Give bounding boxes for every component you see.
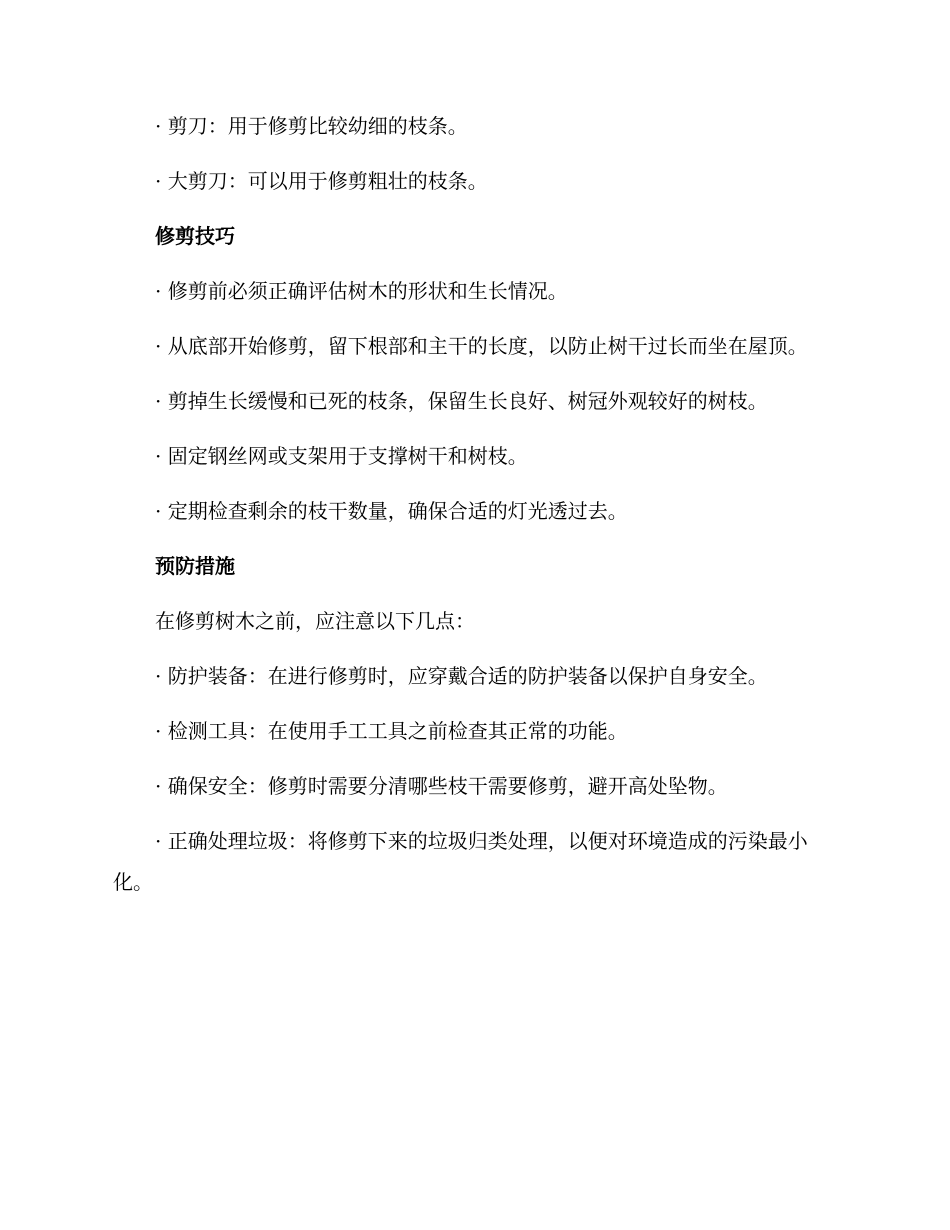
prevention-item: · 正确处理垃圾：将修剪下来的垃圾归类处理，以便对环境造成的污染最小化。 xyxy=(113,829,808,894)
technique-item: · 从底部开始修剪，留下根部和主干的长度，以防止树干过长而坐在屋顶。 xyxy=(155,334,808,358)
technique-item: · 修剪前必须正确评估树木的形状和生长情况。 xyxy=(155,279,568,303)
technique-item: · 定期检查剩余的枝干数量，确保合适的灯光透过去。 xyxy=(155,499,628,523)
tool-item-scissors: · 剪刀：用于修剪比较幼细的枝条。 xyxy=(155,114,468,138)
section-heading-prevention: 预防措施 xyxy=(155,554,235,578)
prevention-intro: 在修剪树木之前，应注意以下几点： xyxy=(155,609,475,633)
prevention-item: · 检测工具：在使用手工工具之前检查其正常的功能。 xyxy=(155,719,628,743)
document-page xyxy=(113,106,833,917)
technique-item: · 固定钢丝网或支架用于支撑树干和树枝。 xyxy=(155,444,528,468)
tool-item-large-scissors: · 大剪刀：可以用于修剪粗壮的枝条。 xyxy=(155,169,488,193)
technique-item: · 剪掉生长缓慢和已死的枝条，保留生长良好、树冠外观较好的树枝。 xyxy=(155,389,768,413)
prevention-item: · 防护装备：在进行修剪时，应穿戴合适的防护装备以保护自身安全。 xyxy=(155,664,768,688)
prevention-item: · 确保安全：修剪时需要分清哪些枝干需要修剪，避开高处坠物。 xyxy=(155,774,728,798)
section-heading-techniques: 修剪技巧 xyxy=(155,224,235,248)
